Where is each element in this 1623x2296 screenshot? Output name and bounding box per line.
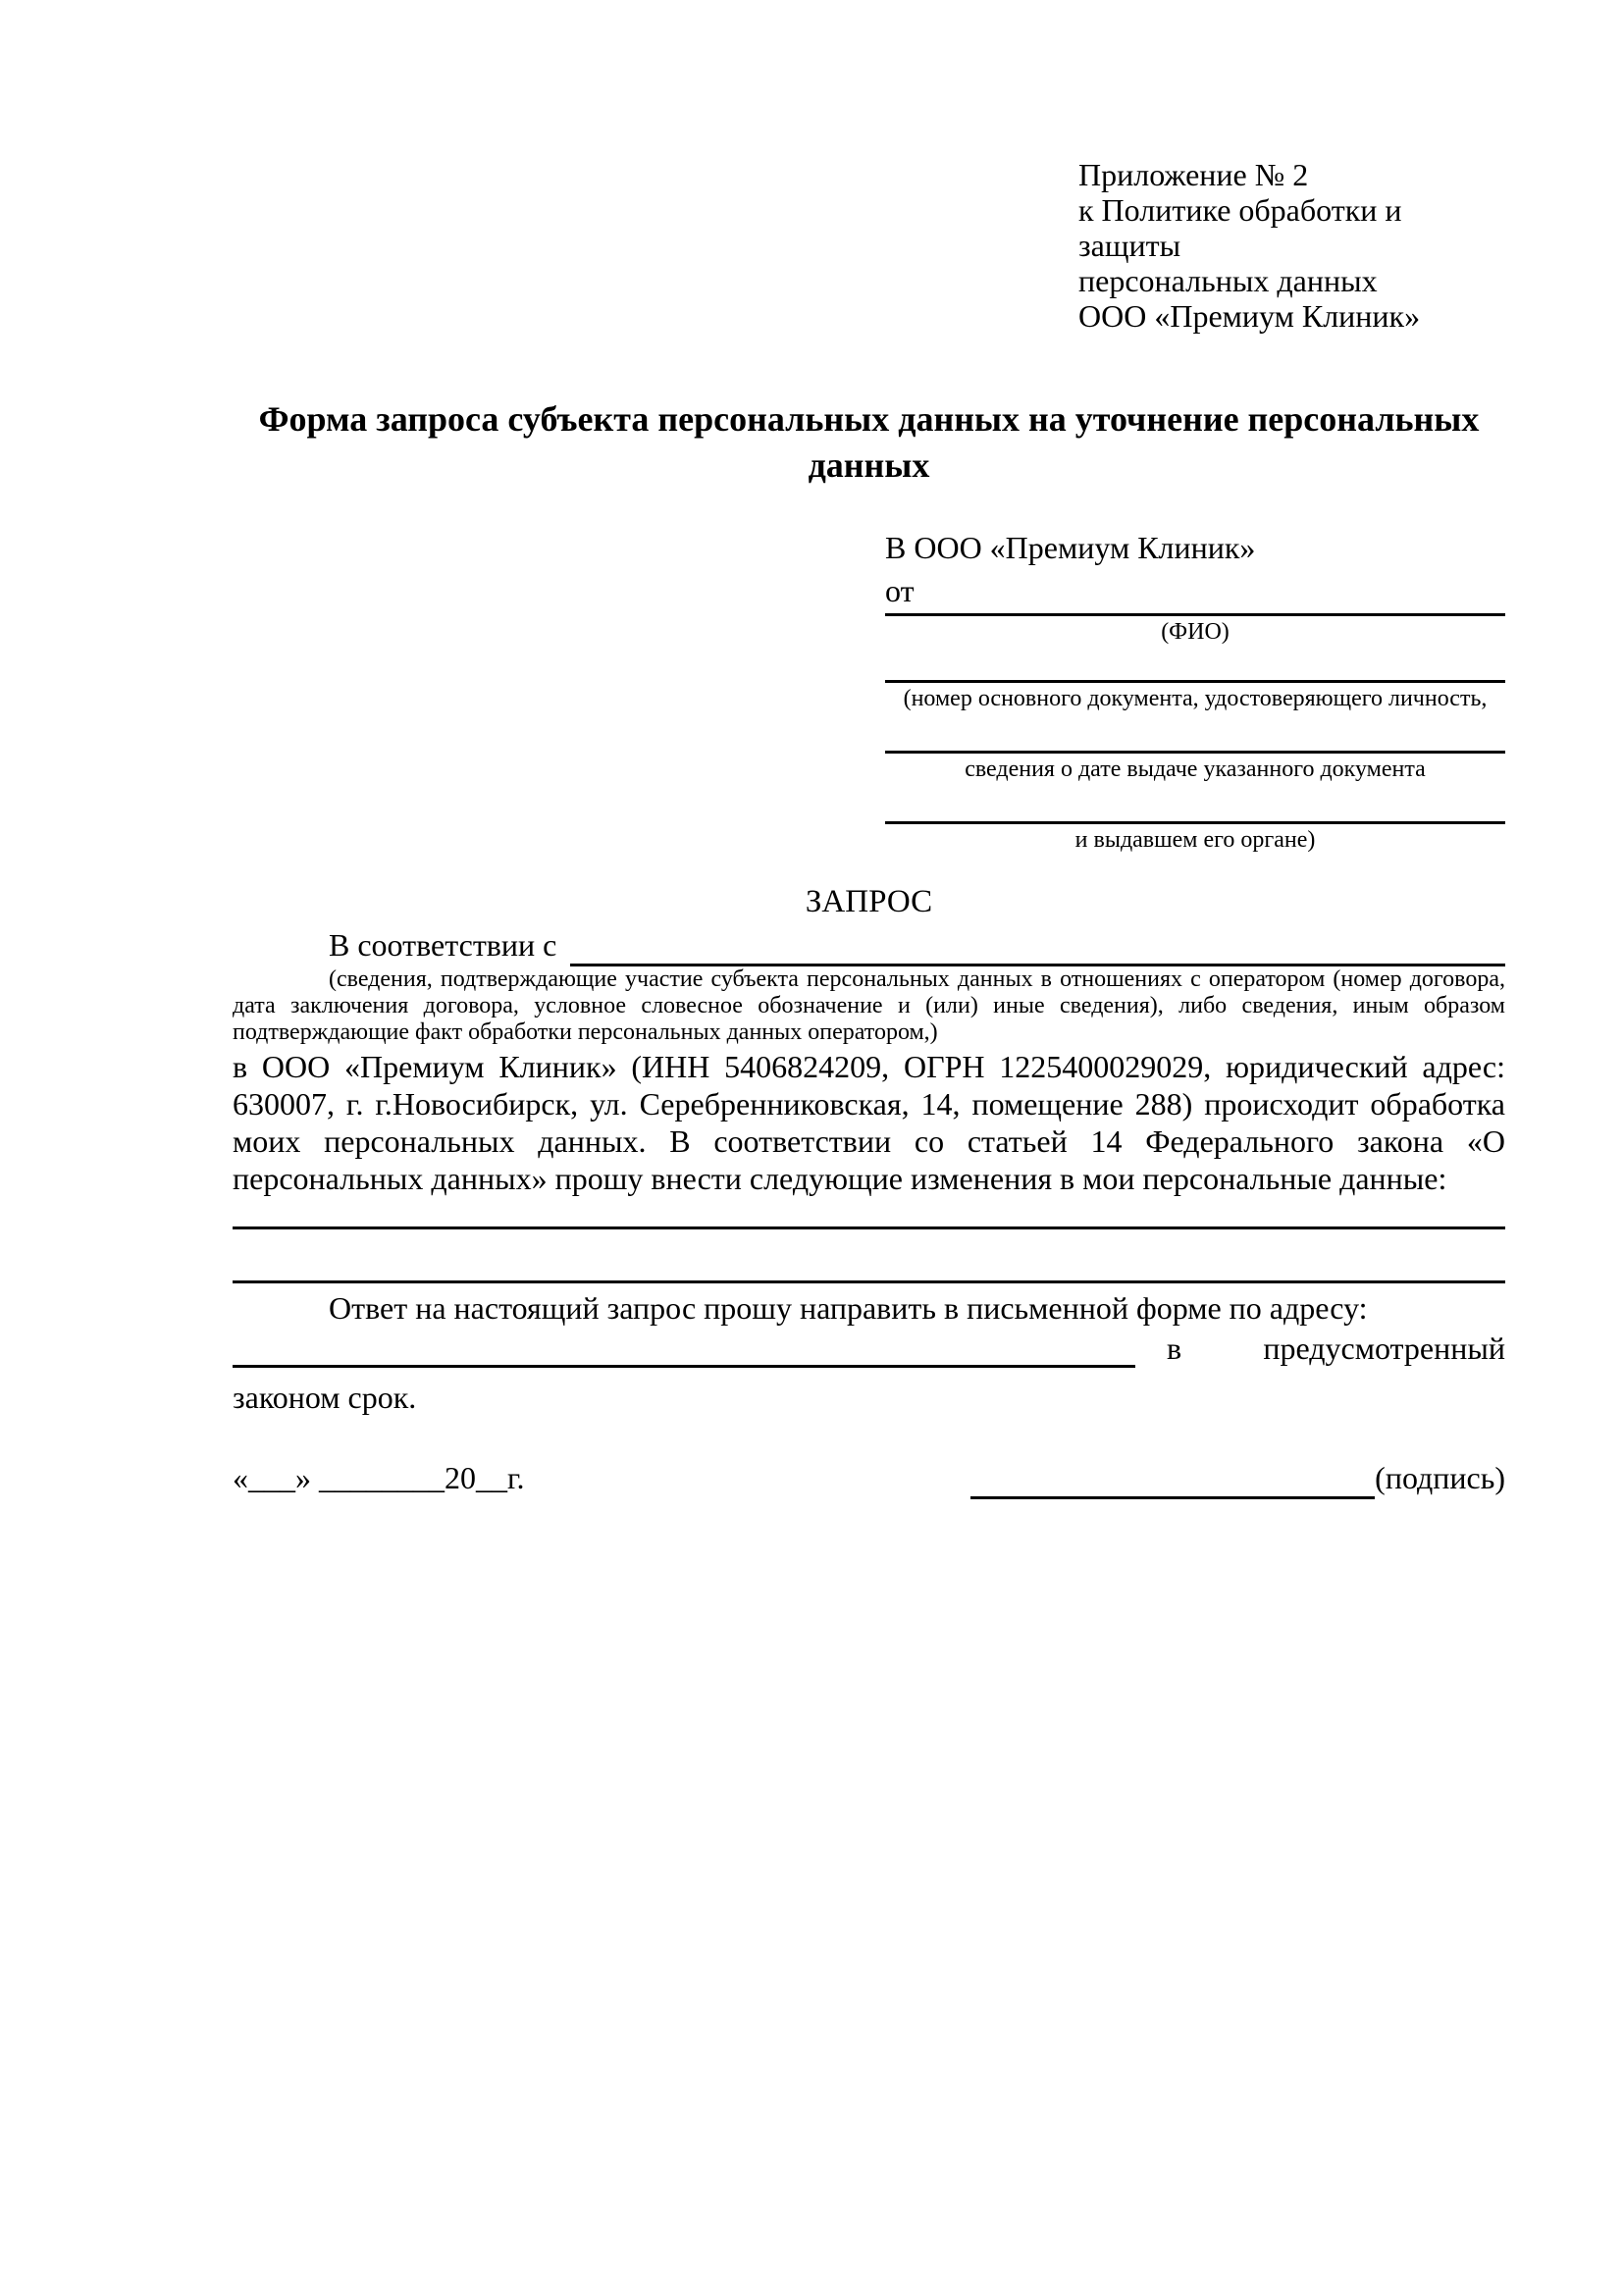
annex-line-3: персональных данных <box>1078 263 1378 298</box>
date-signature-row <box>233 1456 1505 1499</box>
issuing-authority-blank-line <box>885 782 1505 824</box>
signature-caption: (подпись) <box>1375 1460 1505 1495</box>
issue-date-blank-line <box>885 711 1505 754</box>
reply-address-row <box>233 1329 1505 1368</box>
basis-note: (сведения, подтверждающие участие субъекта персональных данных в отношениях с оператором (номер договора, дата заключения договора, условное словесное обозначение и (или) иные сведения), либо сведения, иным образом подтверждающие факт обработки персональных данных оператором,) <box>233 966 1505 1045</box>
annex-line-1: Приложение № 2 <box>1078 157 1309 192</box>
request-heading: ЗАПРОС <box>805 884 933 919</box>
request-body: в ООО «Премиум Клиник» (ИНН 5406824209, ОГРН 1225400029029, юридический адрес: 630007, г. г.Новосибирск, ул. Серебренниковская, 14, помещение 288) происходит обработка моих персональных данных. В соответствии со статьей 14 Федерального закона «О персональных данных» прошу внести следующие изменения в мои персональные данные: <box>233 1049 1505 1196</box>
reply-tail-word-1: в <box>1167 1331 1182 1366</box>
date-line: «___» ________20__г. <box>233 1460 525 1495</box>
id-document-number-blank-line <box>885 645 1505 683</box>
basis-row <box>233 923 1505 966</box>
signature-area <box>970 1456 1505 1499</box>
basis-blank-line <box>570 926 1505 966</box>
annex-line-2: к Политике обработки и защиты <box>1078 192 1402 263</box>
annex-line-4: ООО «Премиум Клиник» <box>1078 298 1421 334</box>
changes-blank-line-1 <box>233 1197 1505 1229</box>
annex-block <box>1078 157 1505 334</box>
fio-caption: (ФИО) <box>1161 619 1230 645</box>
issuing-authority-caption: и выдавшем его органе) <box>1074 827 1316 853</box>
reply-sentence: Ответ на настоящий запрос прошу направить в письменной форме по адресу: <box>329 1290 1368 1326</box>
basis-prefix: В соответствии с <box>329 927 557 963</box>
issue-date-caption: сведения о дате выдаче указанного документа <box>965 757 1426 782</box>
document-title: Форма запроса субъекта персональных данных на уточнение персональных данных <box>258 399 1480 485</box>
changes-blank-line-2 <box>233 1229 1505 1283</box>
signature-blank-line <box>970 1463 1375 1499</box>
reply-tail-end: законом срок. <box>233 1380 417 1415</box>
id-document-number-caption: (номер основного документа, удостоверяющего личность, <box>903 686 1488 711</box>
addressee-block <box>885 526 1505 853</box>
addressee-to: В ООО «Премиум Клиник» <box>885 530 1256 565</box>
reply-address-blank-line <box>233 1331 1135 1368</box>
addressee-from-label: от <box>885 573 915 608</box>
reply-tail-word-2: предусмотренный <box>1263 1331 1505 1366</box>
